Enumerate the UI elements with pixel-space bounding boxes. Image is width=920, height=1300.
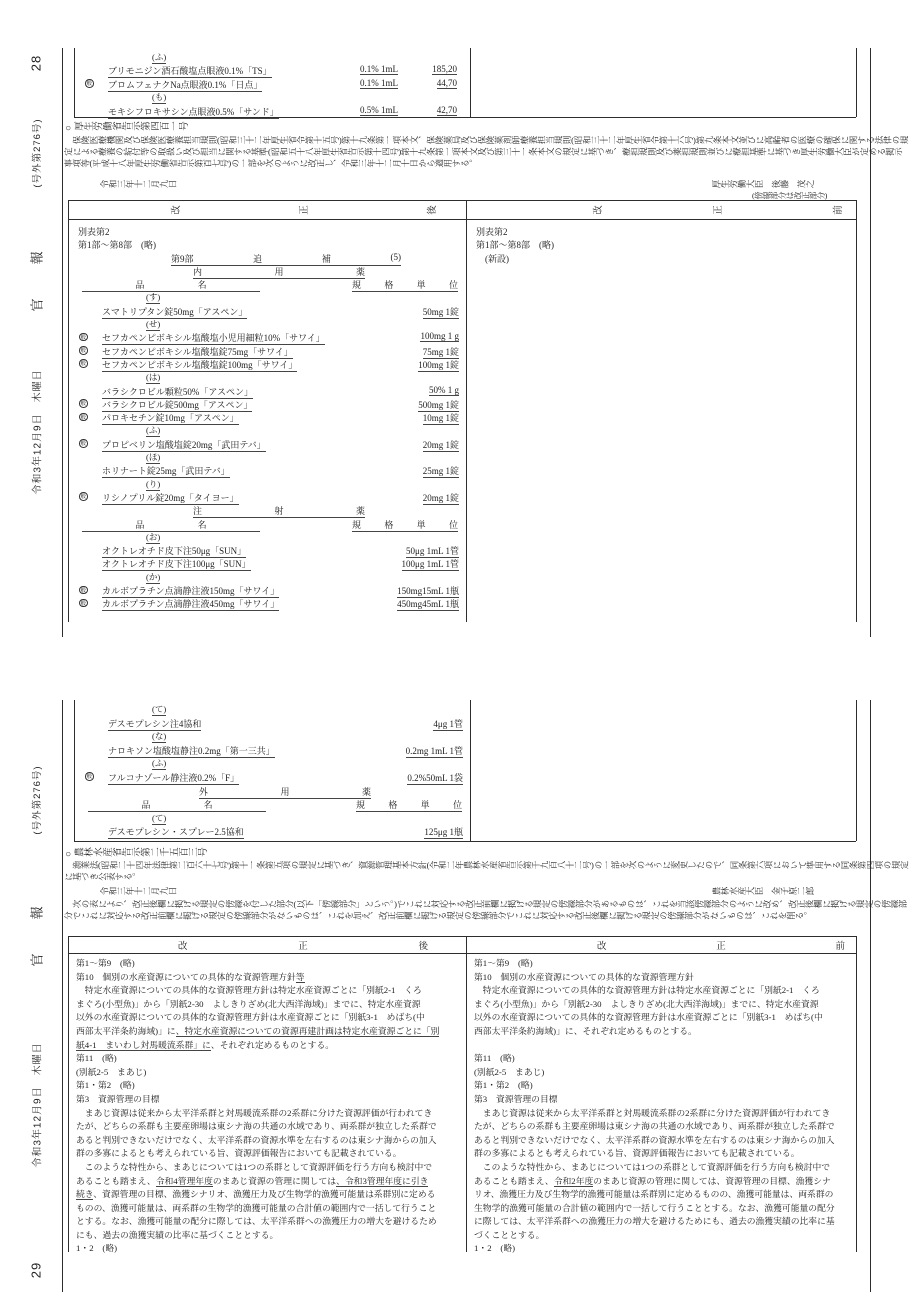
text-row: 第1部〜第8部 (略): [78, 240, 156, 251]
issue-number: (号外第276号): [32, 765, 43, 835]
notice-body: 保険医療機関及び保険医療養担当規則(昭和三十二年厚生省令第十五号)第十九条第一項本文、保険薬局及び保険薬剤師療養担当規則(昭和三十二年厚生省令第十六号)第九条本文並びに高齢者の医療の確保に関する法律の規定による療養の給付等の取扱い及び担当に関する基準(昭和五十八年厚生省告示第十四号)第十九条第一項本文及び第三十一条本文の規定に基づき、療担規則及び薬担規則並びに療担基準に基づき厚生労働大臣が定める掲示事項等(平成十八年厚生労働省告示第百七号)の一部を次のように改正し、令和三年十二月十日から適用する。: [64, 135, 909, 169]
drug-row: [68, 463, 466, 476]
group-label: (せ): [146, 319, 161, 330]
table-text-line: 第3 資源管理の目標: [76, 1093, 160, 1104]
text-row: 別表第2: [78, 227, 110, 237]
table-text-line: たが、どちらの系群も主要産卵場は東シナ海の共通の水域であり、両系群が独立した系群で: [474, 1121, 835, 1132]
table-text-line: あると判別できないだけでなく、太平洋系群の資源水準を左右するのは東シナ海からの加入: [76, 1134, 437, 1145]
spec-unit: 20mg 1錠: [422, 439, 459, 450]
section-header-row: [68, 251, 466, 264]
group-label-row: [74, 90, 470, 103]
drug-row: [74, 716, 470, 730]
table-text-line: 1・2 (略): [76, 1243, 118, 1254]
table-text-line: にも、過去の漁獲実績の比率に基づくこととする。: [76, 1229, 279, 1240]
amend-table-right-border: [856, 200, 857, 622]
section-title: 第9部 追 補 (5): [171, 251, 401, 264]
drug-name: デスモプレシン注4協和: [108, 718, 202, 729]
table-text-line: 西部太平洋条約海域)」に、それぞれ定めるものとする。: [474, 1025, 697, 1036]
spec-unit: 50mg 1錠: [422, 306, 459, 317]
spec-column-header: 規 格 単 位: [356, 800, 462, 811]
spec-unit: 20mg 1錠: [422, 492, 459, 503]
text-row: 別表第2: [476, 227, 508, 237]
spec-unit: 100mg 1錠: [418, 359, 459, 370]
notice-date: 令和三年十二月九日: [100, 886, 177, 896]
table-text-line: 第3 資源管理の目標: [474, 1093, 558, 1104]
date-header: 令和3年12月9日 木曜日: [32, 369, 44, 495]
drug-row: [68, 410, 466, 423]
drug-name: バラシクロビル錠500mg「アスペン」: [102, 399, 253, 410]
name-column-header: 品 名: [82, 278, 260, 292]
drug-name: パロキセチン錠10mg「アスペン」: [102, 413, 239, 424]
drug-name: セフカペンピボキシル塩酸塩錠100mg「サワイ」: [102, 359, 298, 370]
page-number: 29: [28, 1261, 44, 1279]
drug-name: フルコナゾール静注液0.2%「F」: [108, 772, 240, 783]
table-divider: [470, 700, 471, 841]
section-header-row: [74, 784, 470, 798]
drug-row: [68, 304, 466, 317]
table-text-line: このような特性から、まあじについては1つの系群として資源評価を行う方向も検討中で: [76, 1161, 433, 1172]
amend-table-header-border: [68, 953, 856, 954]
group-label-row: [68, 317, 466, 330]
table-text-line: まぐろ(小型魚)」から「別紙2-30 よしきりざめ(北大西洋海域)」までに、特定水産資源: [474, 998, 819, 1009]
column-header-row: [68, 517, 466, 530]
drug-name: バラシクロビル顆粒50%「アスペン」: [102, 386, 253, 397]
table-text-line: 以外の水産資源についての具体的な資源管理方針は水産資源ごとに「別紙3-1 めばち(中: [474, 1012, 823, 1023]
table-text-line: 生物学的漁獲可能量の合計値の範囲内で一括して行うこととする。なお、漁獲可能量の配分: [474, 1202, 835, 1213]
group-label: (ふ): [152, 52, 167, 62]
drug-row: [68, 357, 466, 370]
amend-table-top-border: [68, 936, 856, 937]
gazette-title-char: 官: [29, 953, 45, 967]
notice-date: 令和三年十二月九日: [100, 179, 177, 189]
drug-name: オクトレオチド皮下注100μg「SUN」: [102, 559, 251, 570]
amendment-instructions: 次の表により、改正後欄に掲げる規定の傍線を付した部分(以下「傍線部分」という。)でこれに対応する改正前欄に掲げる規定の傍線部分があるものは、これを当該傍線部分のように改め、改正後欄に掲げる規定の傍線部分でこれに対応する改正前欄に掲げる規定の傍線部分がないものは、これを加え、改正前欄に掲げる規定の傍線部分でこれに対応する改正後欄に掲げる規定の傍線部分がないものは、これを削る。: [64, 899, 907, 921]
amend-table-divider: [466, 936, 467, 1252]
group-label-row: [74, 811, 470, 825]
drug-row: [74, 104, 470, 117]
table-text-line: 第11 (略): [474, 1053, 515, 1064]
drug-list-continuation: [74, 702, 470, 838]
generic-drug-mark: 般: [80, 587, 86, 594]
section-header-row: [68, 264, 466, 277]
spec-unit: 500mg 1錠: [418, 399, 459, 410]
spec-unit: 0.1% 1mL: [360, 64, 398, 75]
table-border-right: [856, 48, 857, 117]
group-label-row: [68, 370, 466, 383]
table-text-line: 西部太平洋条約海域)」に、特定水産資源についての資源再建計画は特定水産資源ごとに「別: [76, 1025, 440, 1036]
minister-signature: 厚生労働大臣 後藤 茂之: [712, 179, 814, 189]
drug-name: ブロムフェナクNa点眼液0.1%「日点」: [108, 79, 263, 90]
group-label: (ふ): [146, 425, 161, 436]
drug-row: [68, 556, 466, 569]
underline-note: (傍線部分は改正部分): [752, 191, 828, 200]
spec-unit: 50% 1 g: [429, 384, 459, 395]
drug-row: [68, 330, 466, 343]
table-text-line: ものの、漁獲可能量は、両系群の生物学的漁獲可能量の合計値の範囲内で一括して行うこと: [76, 1202, 437, 1213]
drug-name: リシノプリル錠20mg「タイヨー」: [102, 492, 239, 503]
section-header-row: [68, 503, 466, 516]
price: 42,70: [436, 104, 457, 115]
table-text-line: に際しては、太平洋系群への漁獲圧力の増大を避けるためにも、過去の漁獲実績の比率に基: [474, 1216, 835, 1227]
name-column-header: 品 名: [82, 518, 260, 532]
table-text-line: 第1・第2 (略): [474, 1080, 533, 1091]
amended-column-rows: [68, 224, 466, 610]
spec-unit: 0.1% 1mL: [360, 77, 398, 88]
spec-unit: 125μg 1瓶: [424, 827, 463, 838]
drug-row: [68, 583, 466, 596]
spec-column-header: 規 格 単 位: [352, 519, 458, 530]
spec-unit: 10mg 1錠: [422, 413, 459, 424]
table-text-line: 第10 個別の水産資源についての具体的な資源管理方針: [474, 971, 694, 982]
drug-name: セフカペンピボキシル塩酸塩小児用細粒10%「サワイ」: [102, 333, 325, 344]
page-bottom-rule: [870, 700, 871, 1292]
notice-heading: ○農林水産省告示第二千五百三号: [64, 849, 207, 859]
drug-name: ブリモニジン酒石酸塩点眼液0.1%「TS」: [108, 66, 272, 77]
notice-body: 漁業法(昭和二十四年法律第二百六十七号)第十一条第五項の規定に基づき、資源管理基本方針(令和二年農林水産省告示第千九百八十二号)の一部を次のように変更したので、同条第六項において準用する同条第四項の規定に基づき公表する。: [64, 860, 909, 882]
spec-unit: 150mg15mL 1瓶: [397, 586, 459, 597]
drug-name: スマトリプタン錠50mg「アスペン」: [102, 306, 248, 317]
section-title: 外 用 薬: [199, 786, 371, 797]
column-header-row: [74, 797, 470, 811]
group-label: (か): [146, 571, 161, 582]
table-text-line: 第10 個別の水産資源についての具体的な資源管理方針等: [76, 971, 305, 982]
former-column-text: [474, 957, 858, 1256]
drug-row: [68, 596, 466, 609]
table-divider: [470, 48, 471, 117]
column-header-row: [68, 277, 466, 290]
amend-table-top-border: [68, 200, 856, 201]
group-label-row: [68, 570, 466, 583]
drug-row: [68, 384, 466, 397]
spec-unit: 100mg 1 g: [420, 331, 459, 342]
drug-name: ホリナート錠25mg「武田テバ」: [102, 466, 230, 477]
table-text-line: 特定水産資源についての具体的な資源管理方針は特定水産資源ごとに「別紙2-1 くろ: [76, 985, 422, 996]
spec-unit: 50μg 1mL 1管: [406, 546, 459, 557]
group-label: (な): [152, 731, 167, 742]
former-column-rows: [466, 224, 856, 264]
spec-column-header: 規 格 単 位: [352, 280, 458, 291]
amended-column-header: 改 正 後: [178, 942, 428, 952]
date-header: 令和3年12月9日 木曜日: [32, 1042, 44, 1168]
spec-unit: 100μg 1mL 1管: [401, 559, 459, 570]
generic-drug-mark: 般: [80, 348, 86, 355]
price: 44,70: [436, 77, 457, 88]
group-label: (ふ): [152, 758, 167, 769]
table-border-right: [856, 700, 857, 841]
group-label: (も): [152, 92, 167, 103]
spec-unit: 75mg 1錠: [422, 346, 459, 357]
table-text-line: リオ、漁獲圧力及び生物学的漁獲可能量は系群別に定めるものの、漁獲可能量は、両系群の: [474, 1189, 834, 1200]
table-text-line: まあじ資源は従来から太平洋系群と対馬暖流系群の2系群に分けた資源評価が行われてき: [76, 1107, 433, 1118]
drug-name: カルボプラチン点滴静注液150mg「サワイ」: [102, 586, 280, 597]
generic-drug-mark: 般: [80, 600, 86, 607]
table-text-line: あることも踏まえ、令和2年度のまあじ資源の管理に関しては、資源管理の目標、漁獲シナ: [474, 1175, 831, 1186]
table-text-line: たが、どちらの系群も主要産卵場は東シナ海の共通の水域であり、両系群が独立した系群で: [76, 1121, 437, 1132]
spec-unit: 4μg 1管: [433, 718, 463, 729]
table-text-line: あることも踏まえ、令和4管理年度のまあじ資源の管理に関しては、令和3管理年度に引き: [76, 1175, 429, 1186]
table-text-line: (別紙2-5 まあじ): [76, 1066, 147, 1077]
table-text-line: 紙4-1 まいわし対馬暖流系群」に、それぞれ定めるものとする。: [76, 1039, 335, 1050]
price: 185,20: [432, 64, 457, 75]
table-text-line: 第1〜第9 (略): [76, 958, 135, 968]
table-text-line: 1・2 (略): [474, 1243, 516, 1254]
group-label-row: [74, 729, 470, 743]
drug-name: プロピベリン塩酸塩錠20mg「武田テバ」: [102, 439, 266, 450]
group-label: (は): [146, 372, 161, 383]
page-top-rule: [62, 48, 63, 637]
amend-table-header-border: [68, 219, 856, 220]
drug-row: [68, 543, 466, 556]
drug-row: [74, 770, 470, 784]
group-label-row: [68, 290, 466, 303]
section-title: 内 用 薬: [193, 266, 365, 277]
table-text-line: 第1・第2 (略): [76, 1080, 135, 1091]
spec-unit: 0.2%50mL 1袋: [407, 772, 463, 783]
amended-column-text: [76, 957, 460, 1256]
table-text-line: とする。なお、漁獲可能量の配分に際しては、太平洋系群への漁獲圧力の増大を避けるため: [76, 1216, 437, 1227]
generic-drug-mark: 般: [80, 361, 86, 368]
name-column-header: 品 名: [88, 798, 266, 812]
table-text-line: あると判別できないだけでなく、太平洋系群の資源水準を左右するのは東シナ海からの加入: [474, 1134, 835, 1145]
page-number: 28: [28, 54, 44, 72]
drug-row: [74, 77, 470, 90]
group-label-row: [68, 423, 466, 436]
table-text-line: 以外の水産資源についての具体的な資源管理方針は水産資源ごとに「別紙3-1 めばち(中: [76, 1012, 425, 1023]
drug-row: [68, 437, 466, 450]
group-label: (ほ): [146, 452, 161, 463]
generic-drug-mark: 般: [86, 774, 92, 781]
drug-row: [74, 743, 470, 757]
table-text-line: 群の多寡によるとも考えられている旨、資源評価報告においても記載されている。: [474, 1148, 800, 1159]
spec-unit: 0.2mg 1mL 1管: [405, 745, 463, 756]
table-text-line: 続き、資源管理の目標、漁獲シナリオ、漁獲圧力及び生物学的漁獲可能量は系群別に定める: [76, 1189, 436, 1200]
table-text-line: 第11 (略): [76, 1053, 117, 1064]
generic-drug-mark: 般: [80, 494, 86, 501]
generic-drug-mark: 般: [80, 414, 86, 421]
group-label-row: [74, 756, 470, 770]
amended-column-header: 改 正 後: [171, 205, 439, 215]
group-label-row: [68, 450, 466, 463]
table-text-line: 特定水産資源についての具体的な資源管理方針は特定水産資源ごとに「別紙2-1 くろ: [474, 985, 820, 996]
drug-name: オクトレオチド皮下注50μg「SUN」: [102, 546, 247, 557]
notice-heading: ○厚生労働省告示第四百一号: [64, 123, 188, 133]
former-column-header: 改 正 前: [593, 205, 845, 215]
gazette-title-char: 官: [29, 298, 45, 312]
table-text-line: このような特性から、まあじについては1つの系群として資源評価を行う方向も検討中で: [474, 1161, 831, 1172]
issue-number: (号外第276号): [32, 118, 43, 188]
group-label: (て): [152, 812, 167, 823]
text-row: 第1部〜第8部 (略): [476, 240, 554, 251]
group-label-row: [68, 530, 466, 543]
table-text-line: 群の多寡によるとも考えられている旨、資源評価報告においても記載されている。: [76, 1148, 402, 1159]
table-text-line: (別紙2-5 まあじ): [474, 1066, 545, 1077]
group-label: (す): [146, 292, 161, 303]
drug-name: デスモプレシン・スプレー2.5協和: [108, 827, 244, 838]
table-text-line: 第1〜第9 (略): [474, 958, 533, 968]
group-label-row: [74, 50, 470, 63]
drug-row: [74, 63, 470, 76]
generic-drug-mark: 般: [80, 401, 86, 408]
gazette-title-char: 報: [29, 906, 45, 920]
table-border-bottom: [74, 841, 856, 842]
table-text-line: づくこととする。: [474, 1229, 545, 1240]
drug-row: [68, 397, 466, 410]
spec-unit: 450mg45mL 1瓶: [397, 599, 459, 610]
text-row: (新設): [476, 253, 509, 264]
generic-drug-mark: 般: [86, 81, 92, 88]
gazette-title-char: 報: [29, 251, 45, 265]
table-text-line: [474, 1039, 858, 1053]
drug-name: ナロキソン塩酸塩静注0.2mg「第一三共」: [108, 745, 275, 756]
drug-row: [68, 490, 466, 503]
former-column-header: 改 正 前: [597, 942, 845, 952]
generic-drug-mark: 般: [80, 334, 86, 341]
drug-name: モキシフロキサシン点眼液0.5%「サンド」: [108, 106, 279, 117]
drug-row: [68, 344, 466, 357]
drug-name: カルボプラチン点滴静注液450mg「サワイ」: [102, 599, 280, 610]
spec-unit: 0.5% 1mL: [360, 104, 398, 115]
table-text-line: まあじ資源は従来から太平洋系群と対馬暖流系群の2系群に分けた資源評価が行われてき: [474, 1107, 831, 1118]
price-list-continuation: [74, 50, 470, 117]
drug-row: [74, 824, 470, 838]
group-label: (り): [146, 478, 161, 489]
table-text-line: まぐろ(小型魚)」から「別紙2-30 よしきりざめ(北大西洋海域)」までに、特定水産資源: [76, 998, 421, 1009]
generic-drug-mark: 般: [80, 441, 86, 448]
minister-signature: 農林水産大臣 金子原二郎: [712, 886, 814, 896]
group-label-row: [68, 477, 466, 490]
page-29: [0, 660, 920, 1300]
group-label: (お): [146, 531, 161, 542]
drug-name: セフカペンピボキシル塩酸塩錠75mg「サワイ」: [102, 346, 293, 357]
page-top-rule: [62, 700, 63, 1292]
group-label-row: [74, 702, 470, 716]
section-title: 注 射 薬: [193, 506, 365, 517]
amend-table-left-border: [68, 936, 69, 1252]
group-label: (て): [152, 704, 167, 714]
spec-unit: 25mg 1錠: [422, 466, 459, 477]
